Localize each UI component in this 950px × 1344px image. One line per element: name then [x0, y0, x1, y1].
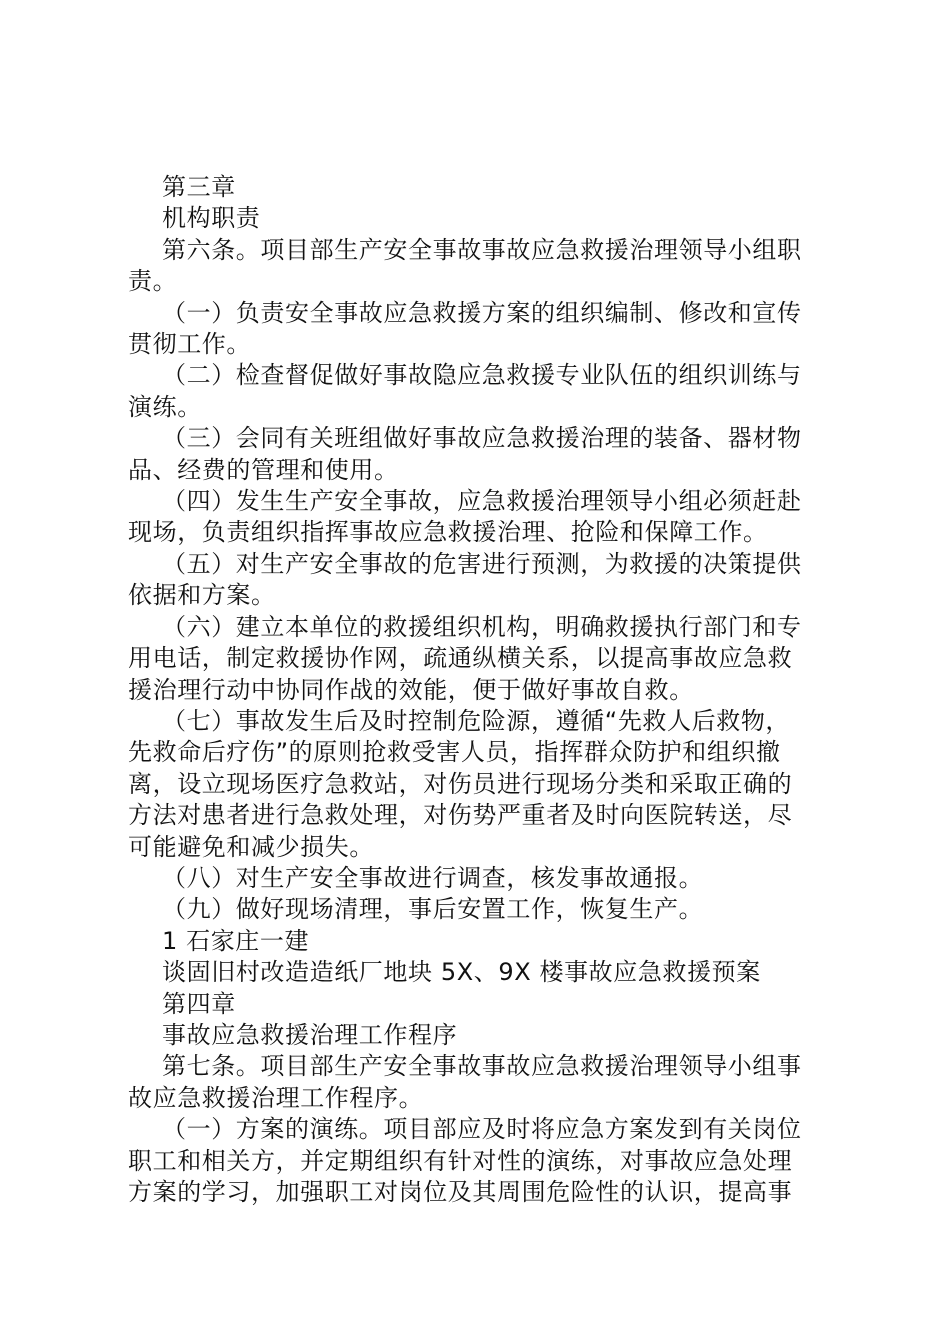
- list-item-line: 援治理行动中协同作战的效能，便于做好事故自救。: [128, 675, 694, 704]
- list-item-line: 方案的学习，加强职工对岗位及其周围危险性的认识，提高事: [128, 1178, 793, 1206]
- chapter-title: 机构职责: [162, 204, 261, 233]
- chapter-heading: 第三章: [162, 173, 236, 201]
- list-item-line: （四）发生生产安全事故，应急救援治理领导小组必须赶赴: [162, 487, 802, 516]
- list-item-line: （一）方案的演练。项目部应及时将应急方案发到有关岗位: [162, 1115, 802, 1144]
- list-item-line: 贯彻工作。: [128, 330, 251, 359]
- list-item-line: 现场，负责组织指挥事故应急救援治理、抢险和保障工作。: [128, 518, 768, 547]
- list-item-line: 先救命后疗伤”的原则抢救受害人员，指挥群众防护和组织撤: [128, 738, 781, 767]
- list-item-line: 可能避免和减少损失。: [128, 832, 374, 861]
- list-item-line: 方法对患者进行急救处理，对伤势严重者及时向医院转送，尽: [128, 801, 793, 830]
- article-paragraph-line: 第六条。项目部生产安全事故事故应急救援治理领导小组职: [162, 235, 802, 264]
- list-item-line: （五）对生产安全事故的危害进行预测，为救援的决策提供: [162, 549, 802, 578]
- chapter-title: 事故应急救援治理工作程序: [162, 1020, 458, 1049]
- list-item-line: （二）检查督促做好事故隐应急救援专业队伍的组织训练与: [162, 361, 802, 390]
- list-item-line: （三）会同有关班组做好事故应急救援治理的装备、器材物: [162, 424, 802, 453]
- list-item-line: 品、经费的管理和使用。: [128, 455, 399, 484]
- list-item-line: （六）建立本单位的救援组织机构，明确救援执行部门和专: [162, 612, 802, 641]
- chapter-heading: 第四章: [162, 989, 236, 1018]
- list-item-line: （一）负责安全事故应急救援方案的组织编制、修改和宣传: [162, 298, 802, 327]
- page-footer-company: 1 石家庄一建: [162, 926, 310, 955]
- list-item-line: 职工和相关方，并定期组织有针对性的演练，对事故应急处理: [128, 1146, 793, 1175]
- page-header-project-title: 谈固旧村改造造纸厂地块 5X、9X 楼事故应急救援预案: [162, 958, 761, 987]
- list-item-line: （八）对生产安全事故进行调查，核发事故通报。: [162, 863, 704, 892]
- list-item-line: （七）事故发生后及时控制危险源，遵循“先救人后救物，: [162, 706, 791, 735]
- article-paragraph-line: 责。: [128, 267, 178, 296]
- list-item-line: （九）做好现场清理，事后安置工作，恢复生产。: [162, 895, 704, 924]
- list-item-line: 依据和方案。: [128, 581, 276, 610]
- list-item-line: 演练。: [128, 392, 202, 421]
- list-item-line: 离，设立现场医疗急救站，对伤员进行现场分类和采取正确的: [128, 769, 793, 798]
- article-paragraph-line: 故应急救援治理工作程序。: [128, 1083, 424, 1112]
- document-body: [128, 172, 828, 1208]
- list-item-line: 用电话，制定救援协作网，疏通纵横关系，以提高事故应急救: [128, 644, 793, 673]
- article-paragraph-line: 第七条。项目部生产安全事故事故应急救援治理领导小组事: [162, 1052, 802, 1081]
